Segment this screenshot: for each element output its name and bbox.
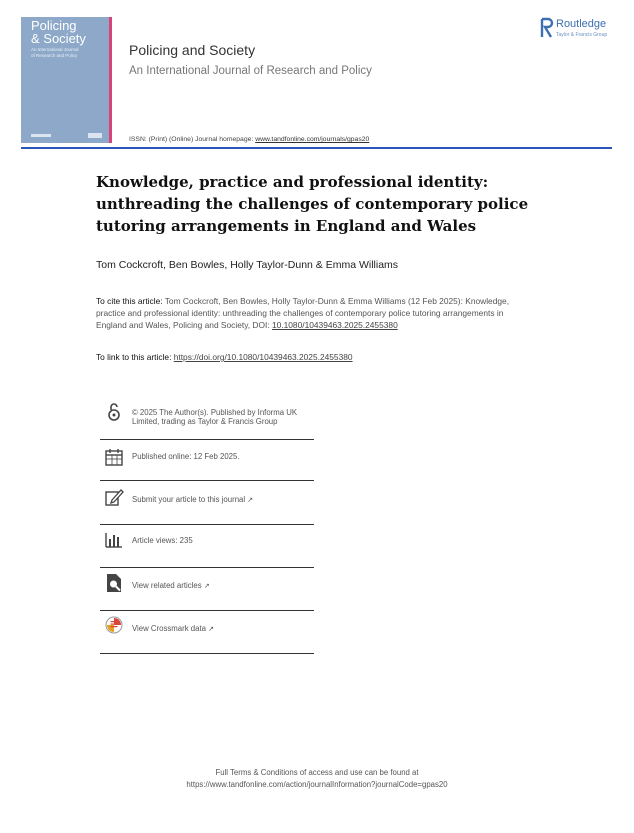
- issn-text: ISSN: (Print) (Online) Journal homepage:: [129, 136, 256, 143]
- external-link-icon: ↗: [203, 583, 210, 590]
- footer-terms-link[interactable]: https://www.tandfonline.com/action/journalInformation?journalCode=gpas20: [186, 780, 448, 789]
- article-views-text: Article views: 235: [132, 536, 193, 545]
- article-title: Knowledge, practice and professional identity: unthreading the challenges of contemporary police tutoring arrangements in England and Wales: [96, 173, 529, 235]
- link-label: To link to this article:: [96, 352, 174, 362]
- routledge-name: Routledge: [556, 18, 607, 30]
- header-rule: [21, 147, 612, 149]
- related-articles-link[interactable]: [132, 581, 317, 591]
- routledge-logo: [540, 17, 620, 43]
- edit-icon: [104, 487, 124, 507]
- cover-footer-mark: [31, 134, 51, 137]
- crossmark-icon: [104, 616, 124, 636]
- submit-label[interactable]: Submit your article to this journal: [132, 495, 246, 504]
- crossmark-link[interactable]: [132, 624, 317, 634]
- related-row[interactable]: [100, 573, 314, 611]
- journal-title: Policing and Society: [129, 42, 256, 58]
- crossmark-label[interactable]: View Crossmark data: [132, 624, 206, 633]
- info-divider: [100, 610, 314, 611]
- search-document-icon: [104, 573, 124, 593]
- cover-subtitle: An International Journal of Research and Policy: [31, 47, 79, 58]
- license-text: © 2025 The Author(s). Published by Informa UK Limited, trading as Taylor & Francis Group: [132, 408, 298, 426]
- journal-homepage-link[interactable]: www.tandfonline.com/journals/gpas20: [255, 136, 370, 143]
- cover-title-line1: Policing: [31, 18, 77, 33]
- article-authors: Tom Cockcroft, Ben Bowles, Holly Taylor-Dunn & Emma Williams: [96, 259, 399, 271]
- citation-block: [96, 296, 536, 331]
- published-row: [100, 445, 314, 481]
- journal-subtitle: An International Journal of Research and Policy: [129, 65, 372, 77]
- info-divider: [100, 439, 314, 440]
- external-link-icon: ↗: [247, 497, 254, 504]
- cover-publisher-mark: [88, 133, 102, 138]
- submit-article-link[interactable]: [132, 495, 317, 505]
- crossmark-row[interactable]: [100, 616, 314, 654]
- published-text: Published online: 12 Feb 2025.: [132, 452, 240, 461]
- footer-terms-text: Full Terms & Conditions of access and use can be found at: [215, 768, 419, 777]
- submit-row[interactable]: [100, 487, 314, 525]
- cover-title: [31, 19, 86, 45]
- related-label[interactable]: View related articles: [132, 581, 202, 590]
- cite-doi-link[interactable]: 10.1080/10439463.2025.2455380: [271, 319, 398, 330]
- info-divider: [100, 480, 314, 481]
- open-access-icon: [104, 402, 124, 422]
- info-divider: [100, 524, 314, 525]
- routledge-r-icon: [540, 17, 554, 39]
- info-divider: [100, 567, 314, 568]
- info-divider: [100, 653, 314, 654]
- cite-label: To cite this article:: [96, 296, 163, 306]
- calendar-icon: [104, 447, 124, 467]
- article-link-block: [96, 352, 353, 362]
- views-row: [100, 530, 314, 568]
- cover-stripe: [109, 17, 112, 143]
- bar-chart-icon: [104, 530, 124, 550]
- journal-cover-image: [21, 17, 112, 143]
- routledge-tagline: Taylor & Francis Group: [556, 32, 608, 38]
- cite-text: Tom Cockcroft, Ben Bowles, Holly Taylor-Dunn & Emma Williams (12 Feb 2025): Knowledge, practice and professional identity: unthreading the challenges of contemporary police tutoring arrangements in England and Wales, Policing and Society, DOI:: [96, 296, 510, 330]
- article-doi-link[interactable]: https://doi.org/10.1080/10439463.2025.2455380: [173, 352, 353, 362]
- cover-title-line2: & Society: [31, 31, 86, 46]
- external-link-icon: ↗: [208, 626, 214, 633]
- issn-line: [129, 136, 369, 143]
- license-row: [100, 402, 314, 440]
